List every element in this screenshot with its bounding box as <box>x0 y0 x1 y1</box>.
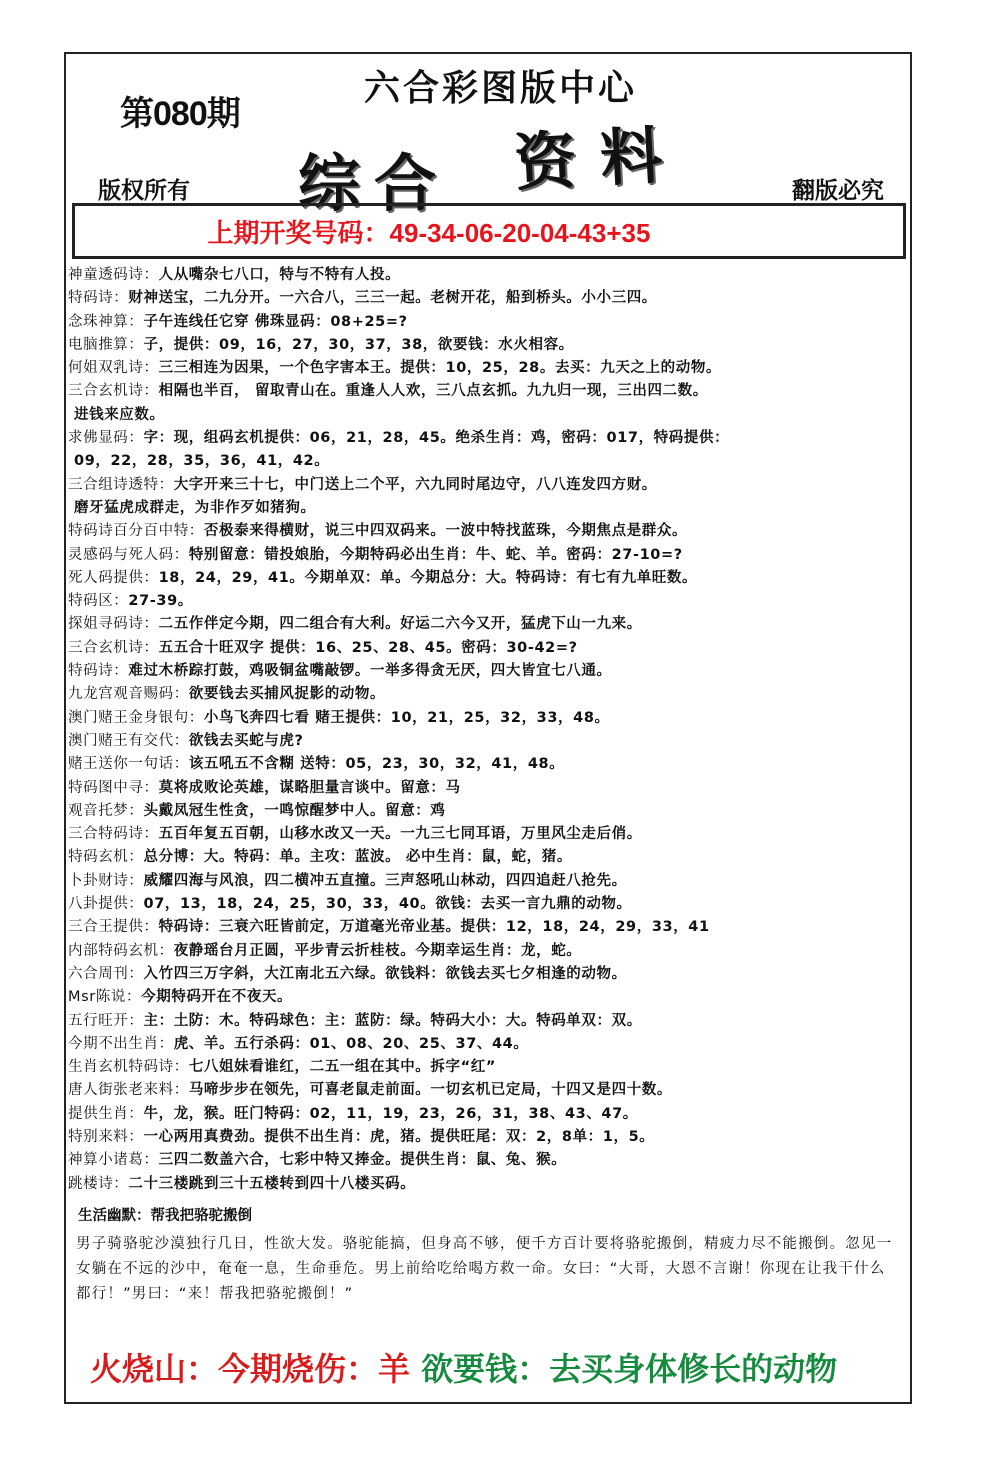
content-line <box>68 590 910 613</box>
line-label: 神童透码诗： <box>68 267 159 283</box>
content-line <box>68 730 910 753</box>
line-text: 五五合十旺双字 提供：16、25、28、45。密码：30-42=? <box>158 639 578 656</box>
line-label: 三合玄机诗： <box>68 639 159 656</box>
content-line <box>68 963 910 986</box>
publisher-title: 六合彩图版中心 <box>364 67 638 109</box>
content-line <box>68 311 910 334</box>
last-result-text: 上期开奖号码：49-34-06-20-04-43+35 <box>207 217 651 248</box>
content-line <box>68 1010 910 1033</box>
content-line <box>68 1033 910 1056</box>
content-line <box>68 544 910 567</box>
content-line <box>68 474 910 497</box>
line-text: 子，提供：09，16，27，30，37，38，欲要钱：水火相容。 <box>143 336 574 353</box>
content-line <box>68 637 910 660</box>
content-line <box>68 1056 910 1079</box>
line-label: 八卦提供： <box>68 896 144 913</box>
line-label: Msr陈说： <box>68 989 142 1006</box>
line-label: 五行旺开： <box>68 1012 144 1029</box>
line-text: 虎、羊。五行杀码：01、08、20、25、37、44。 <box>173 1035 529 1052</box>
content-line <box>68 613 910 636</box>
line-label: 三合特码诗： <box>68 826 159 843</box>
story-body: 男子骑骆驼沙漠独行几日，性欲大发。骆驼能搞，但身高不够，便千方百计要将骆驼搬倒，精疲力尽不能搬倒。忽见一女躺在不远的沙中，奄奄一息，生命垂危。男上前给吃给喝方救一命。女曰：“大哥，大恩不言谢！你现在让我干什么都行！”男曰：“来！帮我把骆驼搬倒！” <box>76 1236 893 1302</box>
line-text: 特码诗：三衰六旺皆前定，万道毫光帝业基。提供：12，18，24，29，33，41 <box>158 919 710 936</box>
line-text: 一心两用真费劲。提供不出生肖：虎，猪。提供旺尾：双：2，8单：1，5。 <box>143 1128 655 1145</box>
line-text: 小鸟飞奔四七看 赌王提供：10，21，25，32，33，48。 <box>203 709 610 726</box>
content-line <box>68 1103 910 1126</box>
content-line <box>68 380 910 403</box>
line-label: 三合玄机诗： <box>68 383 159 400</box>
line-label: 提供生肖： <box>68 1105 144 1122</box>
line-label: 赌王送你一句话： <box>68 756 189 773</box>
line-label: 唐人街张老来料： <box>68 1082 189 1099</box>
line-label: 澳门赌王金身银句： <box>68 709 204 726</box>
line-label: 内部特码玄机： <box>68 942 174 959</box>
content-line <box>68 427 910 450</box>
story-title: 生活幽默：帮我把骆驼搬倒 <box>78 1208 252 1224</box>
content-line <box>68 753 910 776</box>
line-text: 三三相连为因果，一个色字害本王。提供：10，25，28。去买：九天之上的动物。 <box>158 360 722 377</box>
content-line <box>68 1126 910 1149</box>
line-label: 特码区： <box>68 593 129 610</box>
line-label: 卜卦财诗： <box>68 872 144 889</box>
line-text: 难过木桥踪打鼓，鸡吸铜盆嘴敲锣。一举多得贪无厌，四大皆宜七八通。 <box>128 663 612 680</box>
line-text: 27-39。 <box>128 593 193 610</box>
line-text: 七八姐妹看谁红，二五一组在其中。拆字“红” <box>188 1059 496 1076</box>
line-text: 18，24，29，41。今期单双：单。今期总分：大。特码诗：有七有九单旺数。 <box>158 569 698 586</box>
line-label: 特码诗百分百中特： <box>68 523 204 540</box>
line-label: 九龙宫观音赐码： <box>68 686 189 703</box>
issue-number: 第080期 <box>120 95 240 133</box>
content-line <box>68 404 910 427</box>
line-label: 六合周刊： <box>68 965 144 982</box>
content-line <box>68 357 910 380</box>
bottom-banner <box>90 1344 837 1390</box>
line-label: 求佛显码： <box>68 430 144 447</box>
line-text: 欲钱去买蛇与虎? <box>188 732 304 749</box>
line-text: 进钱来应数。 <box>74 406 165 423</box>
line-text: 入竹四三万字斜，大江南北五六绿。欲钱料：欲钱去买七夕相逢的动物。 <box>143 965 627 982</box>
line-text: 二十三楼跳到三十五楼转到四十八楼买码。 <box>128 1175 416 1192</box>
content-line <box>68 567 910 590</box>
content-line <box>68 520 910 543</box>
line-text: 人从嘴杂七八口，特与不特有人投。 <box>158 267 401 283</box>
line-label: 念珠神算： <box>68 313 144 330</box>
content-line <box>68 1079 910 1102</box>
content-line <box>68 497 910 520</box>
line-label: 特码诗： <box>68 290 129 307</box>
content-line <box>68 264 910 287</box>
content-line <box>68 707 910 730</box>
copyright-right: 翻版必究 <box>792 177 884 204</box>
content-line <box>68 986 910 1009</box>
big-title-part-2: 资料 <box>512 117 689 200</box>
line-label: 探姐寻码诗： <box>68 616 159 633</box>
line-text: 磨牙猛虎成群走，为非作歹如猪狗。 <box>74 499 316 516</box>
line-text: 否极泰来得横财，说三中四双码来。一波中特找蓝珠，今期焦点是群众。 <box>203 523 688 540</box>
content-line <box>68 800 910 823</box>
line-text: 总分博：大。特码：单。主攻：蓝波。 必中生肖：鼠，蛇，猪。 <box>143 849 572 866</box>
content-lines <box>68 264 910 1196</box>
copyright-left: 版权所有 <box>98 177 190 204</box>
line-label: 澳门赌王有交代： <box>68 732 189 749</box>
line-label: 特别来料： <box>68 1128 144 1145</box>
line-text: 五百年复五百朝，山移水改又一天。一九三七同耳语，万里风尘走后俏。 <box>158 826 642 843</box>
line-text: 财神送宝，二九分开。一六合八，三三一起。老树开花，船到桥头。小小三四。 <box>128 290 657 307</box>
line-label: 神算小诸葛： <box>68 1152 159 1169</box>
content-line <box>68 1149 910 1172</box>
line-text: 二五作伴定今期，四二组合有大利。好运二六今又开，猛虎下山一九来。 <box>158 616 642 633</box>
line-text: 相隔也半百， 留取青山在。重逢人人欢，三八点玄抓。九九归一现，三出四二数。 <box>158 383 708 400</box>
line-label: 三合组诗透特： <box>68 476 174 493</box>
banner-green-text: 欲要钱：去买身体修长的动物 <box>421 1350 838 1388</box>
line-text: 07，13，18，24，25，30，33，40。欲钱：去买一言九鼎的动物。 <box>143 896 632 913</box>
line-text: 大字开来三十七，中门送上二个平，六九同时尾边守，八八连发四方财。 <box>173 476 657 493</box>
document-frame <box>64 52 912 1404</box>
line-label: 何姐双乳诗： <box>68 360 159 377</box>
content-line <box>68 334 910 357</box>
line-text: 莫将成败论英雄，谋略胆量言谈中。留意：马 <box>158 779 461 796</box>
line-text: 今期特码开在不夜天。 <box>141 989 293 1006</box>
line-text: 牛，龙，猴。旺门特码：02，11，19，23，26，31，38、43、47。 <box>143 1105 638 1122</box>
line-label: 观音托梦： <box>68 802 144 819</box>
content-line <box>68 1173 910 1196</box>
line-text: 欲要钱去买捕风捉影的动物。 <box>188 686 386 703</box>
line-label: 特码诗： <box>68 663 129 680</box>
last-result-box <box>72 203 906 259</box>
content-line <box>68 660 910 683</box>
line-text: 主：土防：木。特码球色：主：蓝防：绿。特码大小：大。特码单双：双。 <box>143 1012 642 1029</box>
banner-red-text: 火烧山：今期烧伤：羊 <box>90 1350 411 1388</box>
content-line <box>68 893 910 916</box>
line-text: 头戴凤冠生性贪，一鸣惊醒梦中人。留意：鸡 <box>143 802 446 819</box>
content-line <box>68 916 910 939</box>
line-text: 09，22，28，35，36，41，42。 <box>74 453 330 470</box>
line-label: 电脑推算： <box>68 336 144 353</box>
line-text: 子午连线任它穿 佛珠显码：08+25=? <box>143 313 408 330</box>
line-text: 特别留意：错投娘胎，今期特码必出生肖：牛、蛇、羊。密码：27-10=? <box>188 546 683 563</box>
content-line <box>68 846 910 869</box>
line-label: 死人码提供： <box>68 569 159 586</box>
line-text: 威耀四海与风浪，四二横冲五直撞。三声怒吼山林动，四四追赶八抢先。 <box>143 872 627 889</box>
line-label: 跳楼诗： <box>68 1175 129 1192</box>
content-line <box>68 450 910 473</box>
line-label: 特码图中寻： <box>68 779 159 796</box>
content-line <box>68 940 910 963</box>
line-label: 三合王提供： <box>68 919 159 936</box>
content-line <box>68 287 910 310</box>
line-label: 今期不出生肖： <box>68 1035 174 1052</box>
line-text: 三四二数盖六合，七彩中特又捧金。提供生肖：鼠、兔、猴。 <box>158 1152 567 1169</box>
content-line <box>68 870 910 893</box>
line-label: 生肖玄机特码诗： <box>68 1059 189 1076</box>
content-line <box>68 683 910 706</box>
line-text: 该五吼五不含糊 送特：05，23，30，32，41，48。 <box>188 756 565 773</box>
content-line <box>68 777 910 800</box>
line-text: 马啼步步在领先，可喜老鼠走前面。一切玄机已定局，十四又是四十数。 <box>188 1082 673 1099</box>
line-label: 特码玄机： <box>68 849 144 866</box>
line-text: 字：现，组码玄机提供：06，21，28，45。绝杀生肖：鸡，密码：017，特码提供： <box>143 430 730 447</box>
line-label: 灵感码与死人码： <box>68 546 189 563</box>
big-title-part-1: 综合 <box>298 147 451 220</box>
line-text: 夜静瑶台月正圆，平步青云折桂枝。今期幸运生肖：龙，蛇。 <box>173 942 582 959</box>
content-line <box>68 823 910 846</box>
